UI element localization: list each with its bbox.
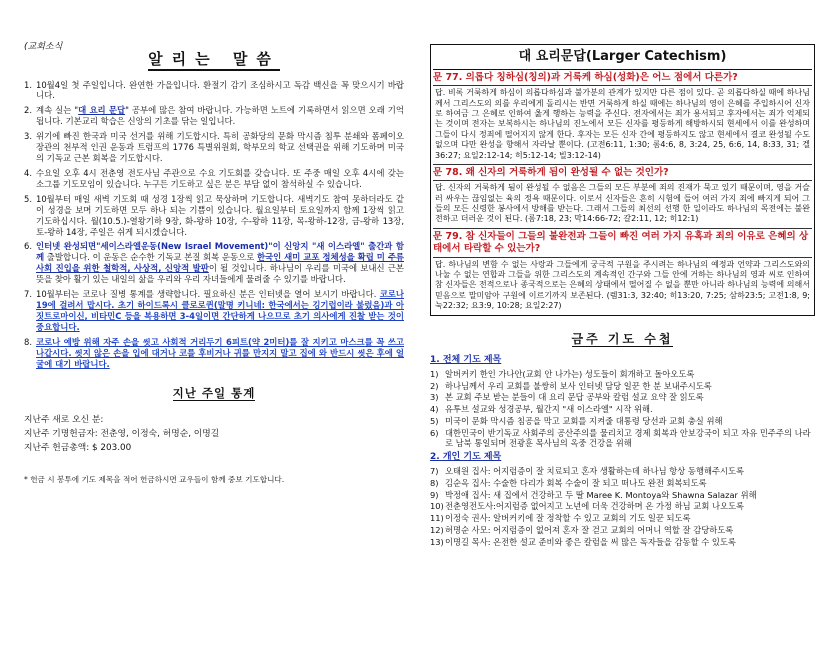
prayer-item bbox=[430, 392, 815, 403]
announcement-text-part: 한국인 새미 교포 정체성을 확립 미 주류 사회 진입을 위한 철학적, 사상적, 신앙적 발판 bbox=[36, 252, 404, 274]
catechism-title: 대 요리문답(Larger Catechism) bbox=[433, 45, 812, 70]
announcement-number: 6. bbox=[24, 241, 32, 252]
announcement-item bbox=[24, 241, 404, 285]
announcement-text bbox=[36, 131, 404, 164]
announcement-text-part: 코로나19에 걸려서 맙시다. 초기 하이드록시 클로로퀸(말명 키니네: 한국에서는 깅기럽이라 불렀음)과 아짓트로마이신, 비타민C 등을 복용하면 3-4일이면 간단하게 나으므로 초기 의사에게 진찰 받는 것이 중요합니다. bbox=[36, 289, 404, 332]
prayer-item bbox=[430, 466, 815, 477]
announcement-text bbox=[36, 337, 404, 370]
prayer-section-heading: 1. 전체 기도 제목 bbox=[430, 355, 502, 366]
announcement-number: 4. bbox=[24, 167, 32, 178]
announcement-text-part: 위기에 빠진 한국과 미국 선거를 위해 기도합시다. 특히 공화당의 문화 막시즘 침투 분쇄와 폼페이오 장관의 천부적 인권 운동과 트럼프의 1776 특별위원회, 학부모의 학교 선택권을 위해 기도하며 미국의 기독교 근본 회복을 기도합시다. bbox=[36, 131, 404, 164]
offering-line: 지난주 기명헌금자: 전춘영, 이정숙, 허명순, 이명길 bbox=[24, 428, 220, 439]
announcement-item bbox=[24, 289, 404, 333]
prayer-item-number: 11) bbox=[430, 513, 444, 524]
prayer-item bbox=[430, 416, 815, 427]
prayer-item-text: 알버커키 한인 가나안(교회 안 나가는) 성도들이 회개하고 돌아오도록 bbox=[445, 368, 695, 379]
prayer-item-number: 6) bbox=[430, 427, 439, 438]
prayer-item bbox=[430, 513, 815, 524]
church-news-tag: (교회소식 bbox=[24, 42, 63, 52]
prayer-item-number: 13) bbox=[430, 536, 444, 547]
catechism-question: 문 78. 왜 신자의 거룩하게 됨이 완성될 수 없는 것인가? bbox=[433, 165, 812, 181]
announcement-item bbox=[24, 80, 404, 102]
announcement-item bbox=[24, 168, 404, 190]
prayer-item-text: 박정애 집사: 새 집에서 건강하고 두 딸 Maree K. Montoya와 Shawna Salazar 위해 bbox=[445, 489, 757, 500]
announcement-item bbox=[24, 131, 404, 164]
catechism-answer: 답. 비록 거룩하게 하심이 의롭다하심과 불가분의 관계가 있지만 다른 점이 있다. 곧 의롭다하실 때에 하나님께서 그리스도의 의를 우리에게 돌리시는 반면 거룩하게 하실 때에는 하나님의 영이 은혜를 주입하시어 신자로 하여금 그 은혜로 인하여 옳게 행하는 능력을 주신다. 전자에서는 죄가 용서되고 후자에서는 죄가 억제되는 것이며 전자는 보복하시는 하나님의 진노에서 모든 신자를 평등하게 해방하시되 현세에서 이를 완성하며 그들이 다시 정죄에 떨어지지 않게 한다. 후자는 모든 신자 간에 평등하지도 않고 현세에서 결코 완성될 수도 없으며 다만 완성을 향해서 자라날 뿐이다. (고전6:11, 1:30; 롬4:6, 8, 3:24, 25, 6:6, 14, 8:33, 31; 겔36:27; 요일2:12-14; 히5:12-14; 빌3:12-14) bbox=[433, 86, 812, 165]
announcement-number: 7. bbox=[24, 289, 32, 300]
prayer-section-heading: 2. 개인 기도 제목 bbox=[430, 452, 502, 463]
prayer-item-number: 1) bbox=[430, 368, 439, 379]
announcement-text-part: 10월부터는 코로나 질병 통계를 생략합니다. 필요하신 분은 인터넷을 열어 보시기 바랍니다. bbox=[36, 289, 380, 300]
offering-stats bbox=[24, 415, 404, 455]
prayer-item-number: 12) bbox=[430, 524, 444, 535]
offering-line: 지난주 헌금총액: $ 203.00 bbox=[24, 443, 132, 454]
prayer-item bbox=[430, 369, 815, 380]
prayer-item bbox=[430, 490, 815, 501]
announcement-text-part: 코로나 예방 위해 자주 손을 씻고 사회적 거리두기 6피트(약 2미터)를 잘 지키고 마스크를 꼭 쓰고 나갑시다. 씻지 않은 손을 입에 대거나 코를 후비거나 귀를 만지지 말고 집에 와 반드시 씻은 후에 얼굴에 대기 바랍니다. bbox=[36, 336, 404, 369]
prayer-sections bbox=[430, 355, 815, 547]
prayer-item bbox=[430, 404, 815, 415]
prayer-item bbox=[430, 428, 815, 450]
announcement-number: 1. bbox=[24, 79, 32, 90]
prayer-item-text: 본 교회 주보 받는 분들이 대 요리 문답 공부와 칼럼 설교 요약 잘 읽도록 bbox=[445, 392, 704, 403]
prayer-item-text: 이명길 목사: 온전한 설교 준비와 좋은 칼럼을 써 많은 독자들을 감동할 수 있도록 bbox=[445, 536, 736, 547]
prayer-item-text: 대한민국이 반기독교 사회주의 공산주의를 물리치고 경제 회복과 안보강국이 되고 자유 민주주의 나라로 남북 통일되며 전광훈 목사님의 옥중 건강을 위해 bbox=[445, 427, 811, 449]
announcement-item bbox=[24, 337, 404, 370]
announcement-item bbox=[24, 194, 404, 238]
catechism-box bbox=[430, 44, 815, 316]
prayer-item bbox=[430, 537, 815, 548]
prayer-item-number: 3) bbox=[430, 392, 439, 403]
announcement-text-part: 10월부터 매일 새벽 기도회 때 성경 1장씩 읽고 묵상하며 기도합니다. 새벽기도 참여 못하더라도 같이 성경을 보며 기도하면 모두 하나 되는 기쁨이 있습니다. 월요일부터 토요일까지 함께 1장씩 읽고 기도하십시다. 월(10.5.)-열왕기하 9장, 화-왕하 10장, 수-왕하 11장, 목-왕하-12장, 금-왕하 13장, 토-왕하 14장, 주일은 쉬게 되시겠습니다. bbox=[36, 193, 404, 237]
announcement-text bbox=[36, 289, 404, 333]
catechism-question: 문 77. 의롭다 칭하심(칭의)과 거룩케 하심(성화)은 어느 점에서 다른가? bbox=[433, 70, 812, 86]
right-column bbox=[418, 0, 835, 645]
announcement-text-part: 출발합니다. 이 운동은 순수한 기독교 본질 회복 운동으로 bbox=[44, 252, 257, 263]
catechism-answer: 답. 신자의 거룩하게 됨이 완성될 수 없음은 그들의 모든 부분에 죄의 진재가 묵고 있기 때문이며, 영을 거슬러 싸우는 끊임없는 육의 정욕 때문이다. 이로서 신자들은 흔히 시험에 들어 여러 가지 죄에 빠지게 되어 그들의 모든 신령한 봉사에서 방해를 받는다. 그래서 그들의 최선의 선행 한 일이라도 하나님의 목전에는 불완전하고 더러운 것이 된다. (롬7:18, 23; 막14:66-72; 갈2:11, 12; 히12:1) bbox=[433, 181, 812, 229]
prayer-item bbox=[430, 525, 815, 536]
announcement-text-part: 10월4일 첫 주일입니다. 완연한 가을입니다. 환절기 감기 조심하시고 독감 백신을 꼭 맞으시기 바랍니다. bbox=[36, 79, 404, 101]
prayer-item-number: 9) bbox=[430, 489, 439, 500]
prayer-item-text: 미국이 문화 막시즘 침공을 막고 교회를 지켜줄 대통령 당선과 교회 충실 위해 bbox=[445, 415, 723, 426]
prayer-item-text: 유투브 설교와 성경공부, 월간지 "새 이스라엘" 시작 위해. bbox=[445, 404, 653, 415]
announcement-number: 3. bbox=[24, 131, 32, 142]
announcements-list bbox=[24, 80, 404, 370]
prayer-item bbox=[430, 478, 815, 489]
catechism-qa-list bbox=[433, 70, 812, 315]
announcement-text bbox=[36, 241, 404, 285]
offering-footnote: * 헌금 시 봉투에 기도 제목을 적어 헌금하시면 교우들이 함께 중보 기도합니다. bbox=[24, 474, 285, 484]
catechism-answer: 답. 하나님의 변함 수 없는 사랑과 그들에게 궁극적 구원을 주시려는 하나님의 예정과 언약과 그리스도와의 나눌 수 없는 연합과 그들을 위한 그리스도의 계속적인 간구와 그들 안에 거하는 하나님의 영과 씨로 인하여 참 신자들은 전적으로나 종국적으로는 은혜의 상태에서 떨어질 수 없을 뿐만 아니라 하나님의 능력에 의해서 믿음으로 말미암아 구원에 이르기까지 보존된다. (렘31:3, 32:40; 히13:20, 7:25; 삼하23:5; 고전1:8, 9; 눅22:32; 요3:9, 10:28; 요일2:27) bbox=[435, 259, 810, 311]
announcement-text-part: 수요일 오후 4시 전춘영 전도사님 주관으로 수요 기도회를 갖습니다. 또 주중 매일 오후 4시에 갖는 소그룹 기도모임이 있습니다. 누구든 기도하고 싶은 분은 부담 없이 참석하실 수 있습니다. bbox=[36, 167, 404, 189]
announcement-number: 5. bbox=[24, 193, 32, 204]
announcement-text bbox=[36, 105, 404, 127]
offering-line: 지난주 새로 오신 분: bbox=[24, 414, 104, 425]
prayer-item bbox=[430, 501, 815, 512]
prayer-item-text: 하나님께서 우리 교회를 불쌍히 보사 인터넷 담당 일꾼 한 분 보내주시도록 bbox=[445, 380, 712, 391]
announcement-text-part: 대 요리 문답 bbox=[78, 105, 126, 116]
announcement-text-part: " 공부에 많은 참여 바랍니다. 가능하면 노트에 기록하면서 읽으면 오래 기억됩니다. 기본교리 학습은 신앙의 기초를 닦는 일입니다. bbox=[36, 105, 404, 127]
announcement-number: 2. bbox=[24, 105, 32, 116]
announcement-text bbox=[36, 80, 404, 102]
prayer-item-text: 허명순 사모: 어지럼증이 없어져 혼자 잘 걷고 교회의 어머니 역할 잘 감당하도록 bbox=[445, 524, 734, 535]
prayer-item-number: 4) bbox=[430, 404, 439, 415]
prayer-item-text: 전춘영전도사:어지럼증 없어지고 노년에 더욱 건강하며 온 가정 하님 교회 나오도록 bbox=[445, 501, 745, 512]
announcement-text bbox=[36, 194, 404, 238]
announcement-text bbox=[36, 168, 404, 190]
prayer-item bbox=[430, 381, 815, 392]
announcement-text-part: 인터넷 완성되면"세이스라엘운동(New Israel Movement)"이 신앙지 "새 이스라엘" 출간과 함께 bbox=[36, 241, 404, 263]
offering-title: 지난 주일 통계 bbox=[172, 385, 256, 400]
announcement-number: 8. bbox=[24, 336, 32, 347]
announcement-text-part: 계속 실는 " bbox=[36, 105, 79, 116]
announcements-title: 알리는 말씀 bbox=[24, 50, 404, 70]
prayer-item-text: 이정숙 권사: 알버커키에 잘 정착할 수 있고 교회의 기도 일꾼 되도록 bbox=[445, 513, 691, 524]
prayer-title: 금주 기도 수첩 bbox=[571, 331, 674, 346]
prayer-item-text: 김순옥 집사: 수술한 다리가 회복 수술이 잘 되고 떠나도 완전 회복되도록 bbox=[445, 477, 707, 488]
announcement-item bbox=[24, 105, 404, 127]
prayer-item-number: 7) bbox=[430, 465, 439, 476]
catechism-question: 문 79. 참 신자들이 그들의 불완전과 그들이 빠진 여러 가지 유혹과 죄의 이유로 은혜의 상태에서 타락할 수 있는가? bbox=[433, 229, 812, 258]
prayer-item-text: 오태원 집사: 어지럼증이 잘 치료되고 혼자 생활하는데 하나님 항상 동행해주시도록 bbox=[445, 465, 745, 476]
prayer-item-number: 2) bbox=[430, 380, 439, 391]
announcement-text-part: 이 될 것입니다. 하나님이 우리를 미국에 보내신 근본 뜻을 찾아 활기 있는 내일의 삶을 우리와 우리 자녀들에게 물려줄 수 있기를 바랍니다. bbox=[36, 263, 404, 285]
prayer-item-number: 5) bbox=[430, 415, 439, 426]
prayer-item-number: 10) bbox=[430, 501, 444, 512]
prayer-item-number: 8) bbox=[430, 477, 439, 488]
